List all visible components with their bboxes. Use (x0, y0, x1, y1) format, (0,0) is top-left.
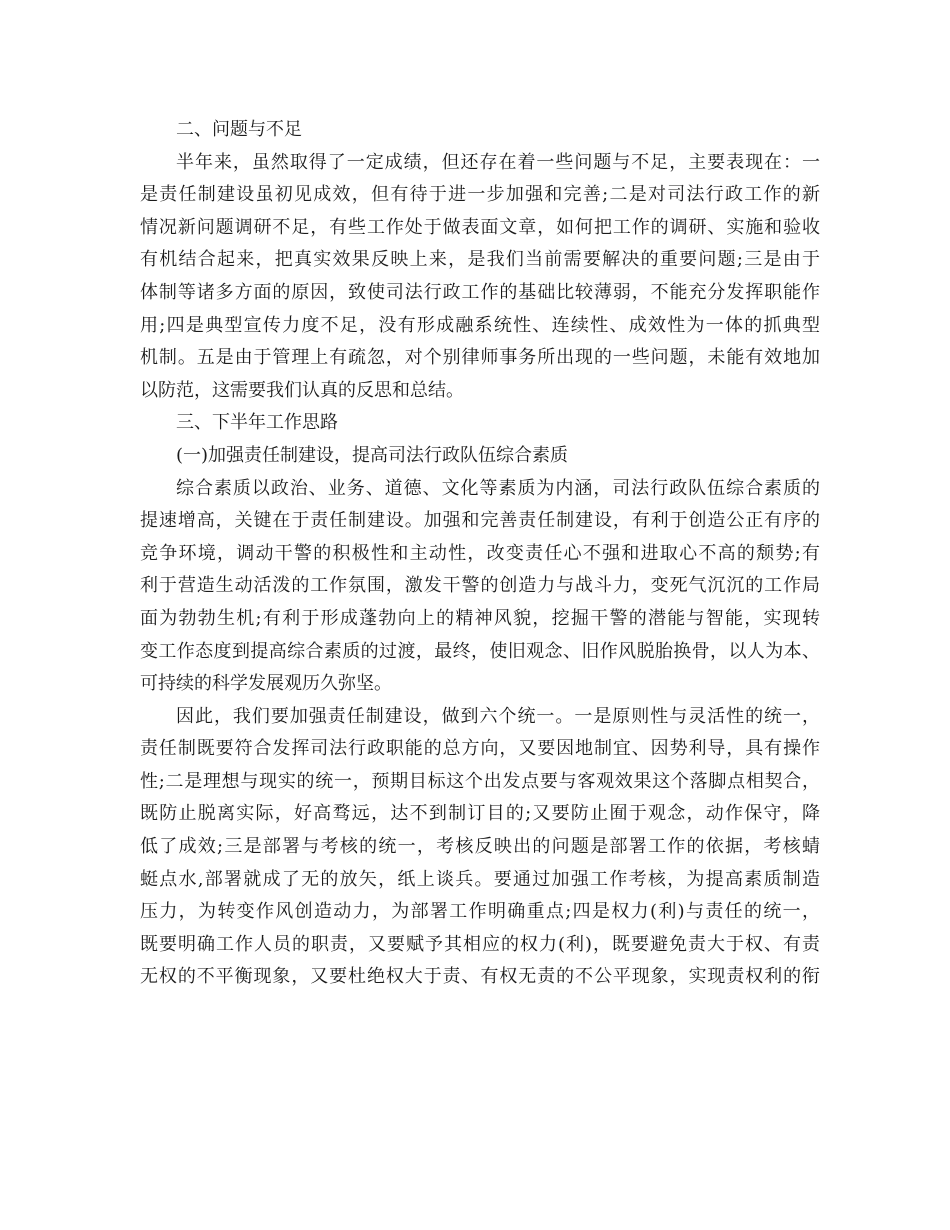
text-line: 综合素质以政治、业务、道德、文化等素质为内涵，司法行政队伍综合素质的 (176, 477, 820, 499)
text-line: 无权的不平衡现象，又要杜绝权大于责、有权无责的不公平现象，实现责权利的衔 (140, 966, 820, 988)
text-line: 压力，为转变作风创造动力，为部署工作明确重点;四是权力(利)与责任的统一， (140, 901, 820, 923)
text-line: 竞争环境，调动干警的积极性和主动性，改变责任心不强和进取心不高的颓势;有 (140, 542, 820, 564)
text-line: 利于营造生动活泼的工作氛围，激发干警的创造力与战斗力，变死气沉沉的工作局 (140, 575, 820, 597)
text-line: 二、问题与不足 (176, 119, 302, 140)
text-line: 有机结合起来，把真实效果反映上来，是我们当前需要解决的重要问题;三是由于 (140, 249, 820, 271)
text-line: 是责任制建设虽初见成效，但有待于进一步加强和完善;二是对司法行政工作的新 (140, 184, 820, 206)
text-line: 蜓点水,部署就成了无的放矢，纸上谈兵。要通过加强工作考核，为提高素质制造 (140, 868, 820, 890)
document-body (140, 114, 820, 994)
text-line: 情况新问题调研不足，有些工作处于做表面文章，如何把工作的调研、实施和验收 (140, 216, 820, 238)
text-line: 提速增高，关键在于责任制建设。加强和完善责任制建设，有利于创造公正有序的 (140, 510, 820, 532)
text-line: 性;二是理想与现实的统一，预期目标这个出发点要与客观效果这个落脚点相契合， (140, 770, 820, 792)
text-line: 体制等诸多方面的原因，致使司法行政工作的基础比较薄弱，不能充分发挥职能作 (140, 281, 820, 303)
text-line: 机制。五是由于管理上有疏忽，对个别律师事务所出现的一些问题，未能有效地加 (140, 347, 820, 369)
text-line: 三、下半年工作思路 (176, 412, 338, 434)
text-line: 半年来，虽然取得了一定成绩，但还存在着一些问题与不足，主要表现在：一 (176, 151, 820, 173)
text-line: 因此，我们要加强责任制建设，做到六个统一。一是原则性与灵活性的统一， (176, 705, 820, 727)
text-line: 以防范，这需要我们认真的反思和总结。 (140, 379, 464, 401)
text-line: 低了成效;三是部署与考核的统一，考核反映出的问题是部署工作的依据，考核蜻 (140, 836, 820, 858)
text-line: 既防止脱离实际，好高骛远，达不到制订目的;又要防止囿于观念，动作保守，降 (140, 803, 820, 825)
text-line: 用;四是典型宣传力度不足，没有形成融系统性、连续性、成效性为一体的抓典型 (140, 314, 820, 336)
text-line: 责任制既要符合发挥司法行政职能的总方向，又要因地制宜、因势利导，具有操作 (140, 738, 820, 760)
text-line: 变工作态度到提高综合素质的过渡，最终，使旧观念、旧作风脱胎换骨，以人为本、 (140, 640, 820, 662)
text-line: 面为勃勃生机;有利于形成蓬勃向上的精神风貌，挖掘干警的潜能与智能，实现转 (140, 607, 820, 629)
text-line: (一)加强责任制建设，提高司法行政队伍综合素质 (176, 444, 569, 466)
text-line: 可持续的科学发展观历久弥坚。 (140, 673, 392, 695)
text-line: 既要明确工作人员的职责，又要赋予其相应的权力(利)，既要避免责大于权、有责 (140, 933, 820, 955)
